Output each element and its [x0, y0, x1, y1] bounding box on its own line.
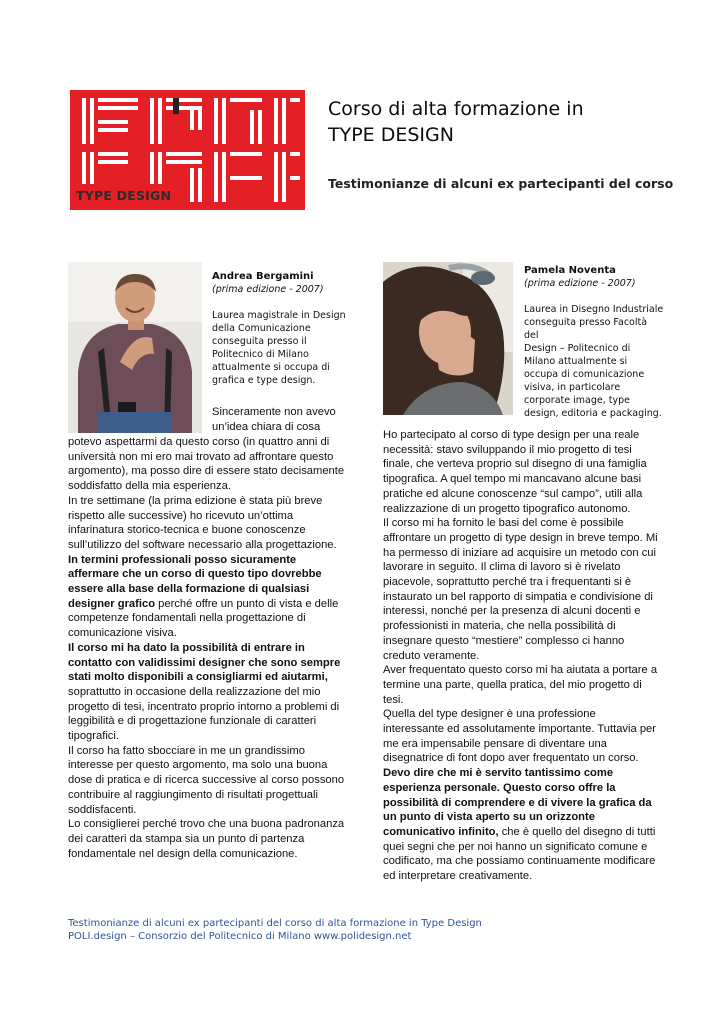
profile-pamela-noventa: [524, 264, 664, 420]
page-title: [328, 96, 708, 148]
bio-line: conseguita presso il: [212, 336, 307, 347]
bio-line: Laurea in Disegno Industriale: [524, 304, 664, 315]
profile-andrea-bergamini: [212, 270, 347, 387]
bio-line: design, editoria e packaging.: [524, 408, 662, 419]
bio-line: visiva, in particolare: [524, 382, 621, 393]
paragraph: Quella del type designer è una professione interessante ed assolutamente importante. Tuttavia per me era impensabile pensare di diventare una disegnatrice di font dopo aver frequentato un corso.: [383, 708, 657, 765]
paragraph: Devo dire che mi è servito tantissimo come esperienza personale. Questo corso offre la possibilità di comprendere e di vivere la grafica da un punto di vista aperto su un orizzonte comunicativo infinito, che è quello del disegno di tutti quei segni che per noi hanno un significato comune e codificato, ma che possiamo continuamente modificare ed interpretare creativamente.: [383, 767, 656, 883]
testimonial-andrea-bergamini: [68, 435, 345, 861]
photo-pamela-noventa: [383, 262, 513, 415]
bio-line: Politecnico di Milano: [212, 349, 309, 360]
paragraph: In termini professionali posso sicuramente affermare che un corso di questo tipo dovrebbe essere alla base della formazione di qualsiasi designer grafico perché offre un punto di vista e delle competenze fondamentali nella progettazione di comunicazione visiva.: [68, 553, 339, 640]
bio-line: Laurea magistrale in Design: [212, 310, 346, 321]
logo-text: TYPE DESIGN: [76, 188, 172, 203]
page-subtitle: Testimonianze di alcuni ex partecipanti del corso: [328, 176, 674, 191]
bio-line: attualmente si occupa di: [212, 362, 330, 373]
course-logo: [70, 90, 305, 210]
paragraph: Il corso mi ha dato la possibilità di entrare in contatto con validissimi designer che sono sempre stati molto disponibili a consigliarmi ed aiutarmi, soprattutto in occasione della realizzazione del mio progetto di tesi, incentrato proprio intorno a problemi di leggibilità e di progettazione funzionale di caratteri tipografici.: [68, 641, 341, 743]
bio-line: grafica e type design.: [212, 375, 316, 386]
paragraph: Il corso ha fatto sbocciare in me un grandissimo interesse per questo argomento, ma solo una buona dose di pratica e di ricerca successive al corso possono contribuire al raggiungimento di risultati progettuali soddisfacenti.: [68, 744, 345, 816]
bio-line: corporate image, type: [524, 395, 630, 406]
photo-andrea-bergamini: [68, 262, 202, 433]
paragraph: Lo consiglierei perché trovo che una buona padronanza dei caratteri da stampa sia un punto di partenza fondamentale nel design della comunicazione.: [68, 818, 345, 860]
testimonial-pamela-noventa: [383, 428, 658, 884]
bio-line: conseguita presso Facoltà del: [524, 317, 648, 341]
title-line-1: Corso di alta formazione in: [328, 98, 584, 120]
footer-line-1: Testimonianze di alcuni ex partecipanti del corso di alta formazione in Type Design: [68, 918, 482, 929]
bio-line: della Comunicazione: [212, 323, 311, 334]
intro-line: un’idea chiara di cosa: [212, 420, 321, 433]
paragraph: Ho partecipato al corso di type design per una reale necessità: stavo sviluppando il mio progetto di tesi finale, che verteva proprio sul disegno di una famiglia tipografica. A quel tempo mi mancavano alcune basi pratiche ed alcune conoscenze “sul campo”, utili alla realizzazione di un progetto tipografico autonomo.: [383, 429, 647, 515]
page-footer: [68, 917, 668, 943]
person-bio: [212, 309, 347, 387]
title-line-2: TYPE DESIGN: [328, 124, 454, 146]
paragraph: In tre settimane (la prima edizione è stata più breve rispetto alle successive) ho ricevuto un’ottima infarinatura storico-tecnica e buone conoscenze sull’utilizzo del software necessario alla progettazione.: [68, 494, 337, 551]
paragraph: Aver frequentato questo corso mi ha aiutata a portare a termine una parte, quella pratica, del mio progetto di tesi.: [383, 664, 658, 706]
bio-line: Milano attualmente si: [524, 356, 628, 367]
paragraph: Il corso mi ha fornito le basi del come è possibile affrontare un progetto di type design in breve tempo. Mi ha permesso di iniziare ad acquisire un metodo con cui lavorare in seguito. Il clima di lavoro si è rivelato piacevole, soprattutto perché tra i frequentanti si è instaurato un bel rapporto di simpatia e condivisione di interessi, nonché per la presenza di alcuni docenti e professionisti in materia, che nella possibilità di insegnare questo “mestiere” complesso ci hanno creduto veramente.: [383, 517, 658, 662]
paragraph: potevo aspettarmi da questo corso (in quattro anni di università non mi ero mai trovato ad affrontare questo argomento), ma posso dire di essere stato decisamente soddisfatto della mia esperienza.: [68, 436, 345, 493]
person-edition: (prima edizione - 2007): [524, 278, 636, 289]
person-name: Andrea Bergamini: [212, 271, 314, 282]
person-bio: [524, 303, 664, 420]
intro-line: Sinceramente non avevo: [212, 406, 336, 418]
footer-line-2: POLI.design – Consorzio del Politecnico di Milano www.polidesign.net: [68, 931, 412, 942]
person-name: Pamela Noventa: [524, 265, 616, 276]
bio-line: Design – Politecnico di: [524, 343, 631, 354]
person-edition: (prima edizione - 2007): [212, 284, 324, 295]
testimonial-intro: [212, 405, 347, 434]
bio-line: occupa di comunicazione: [524, 369, 645, 380]
